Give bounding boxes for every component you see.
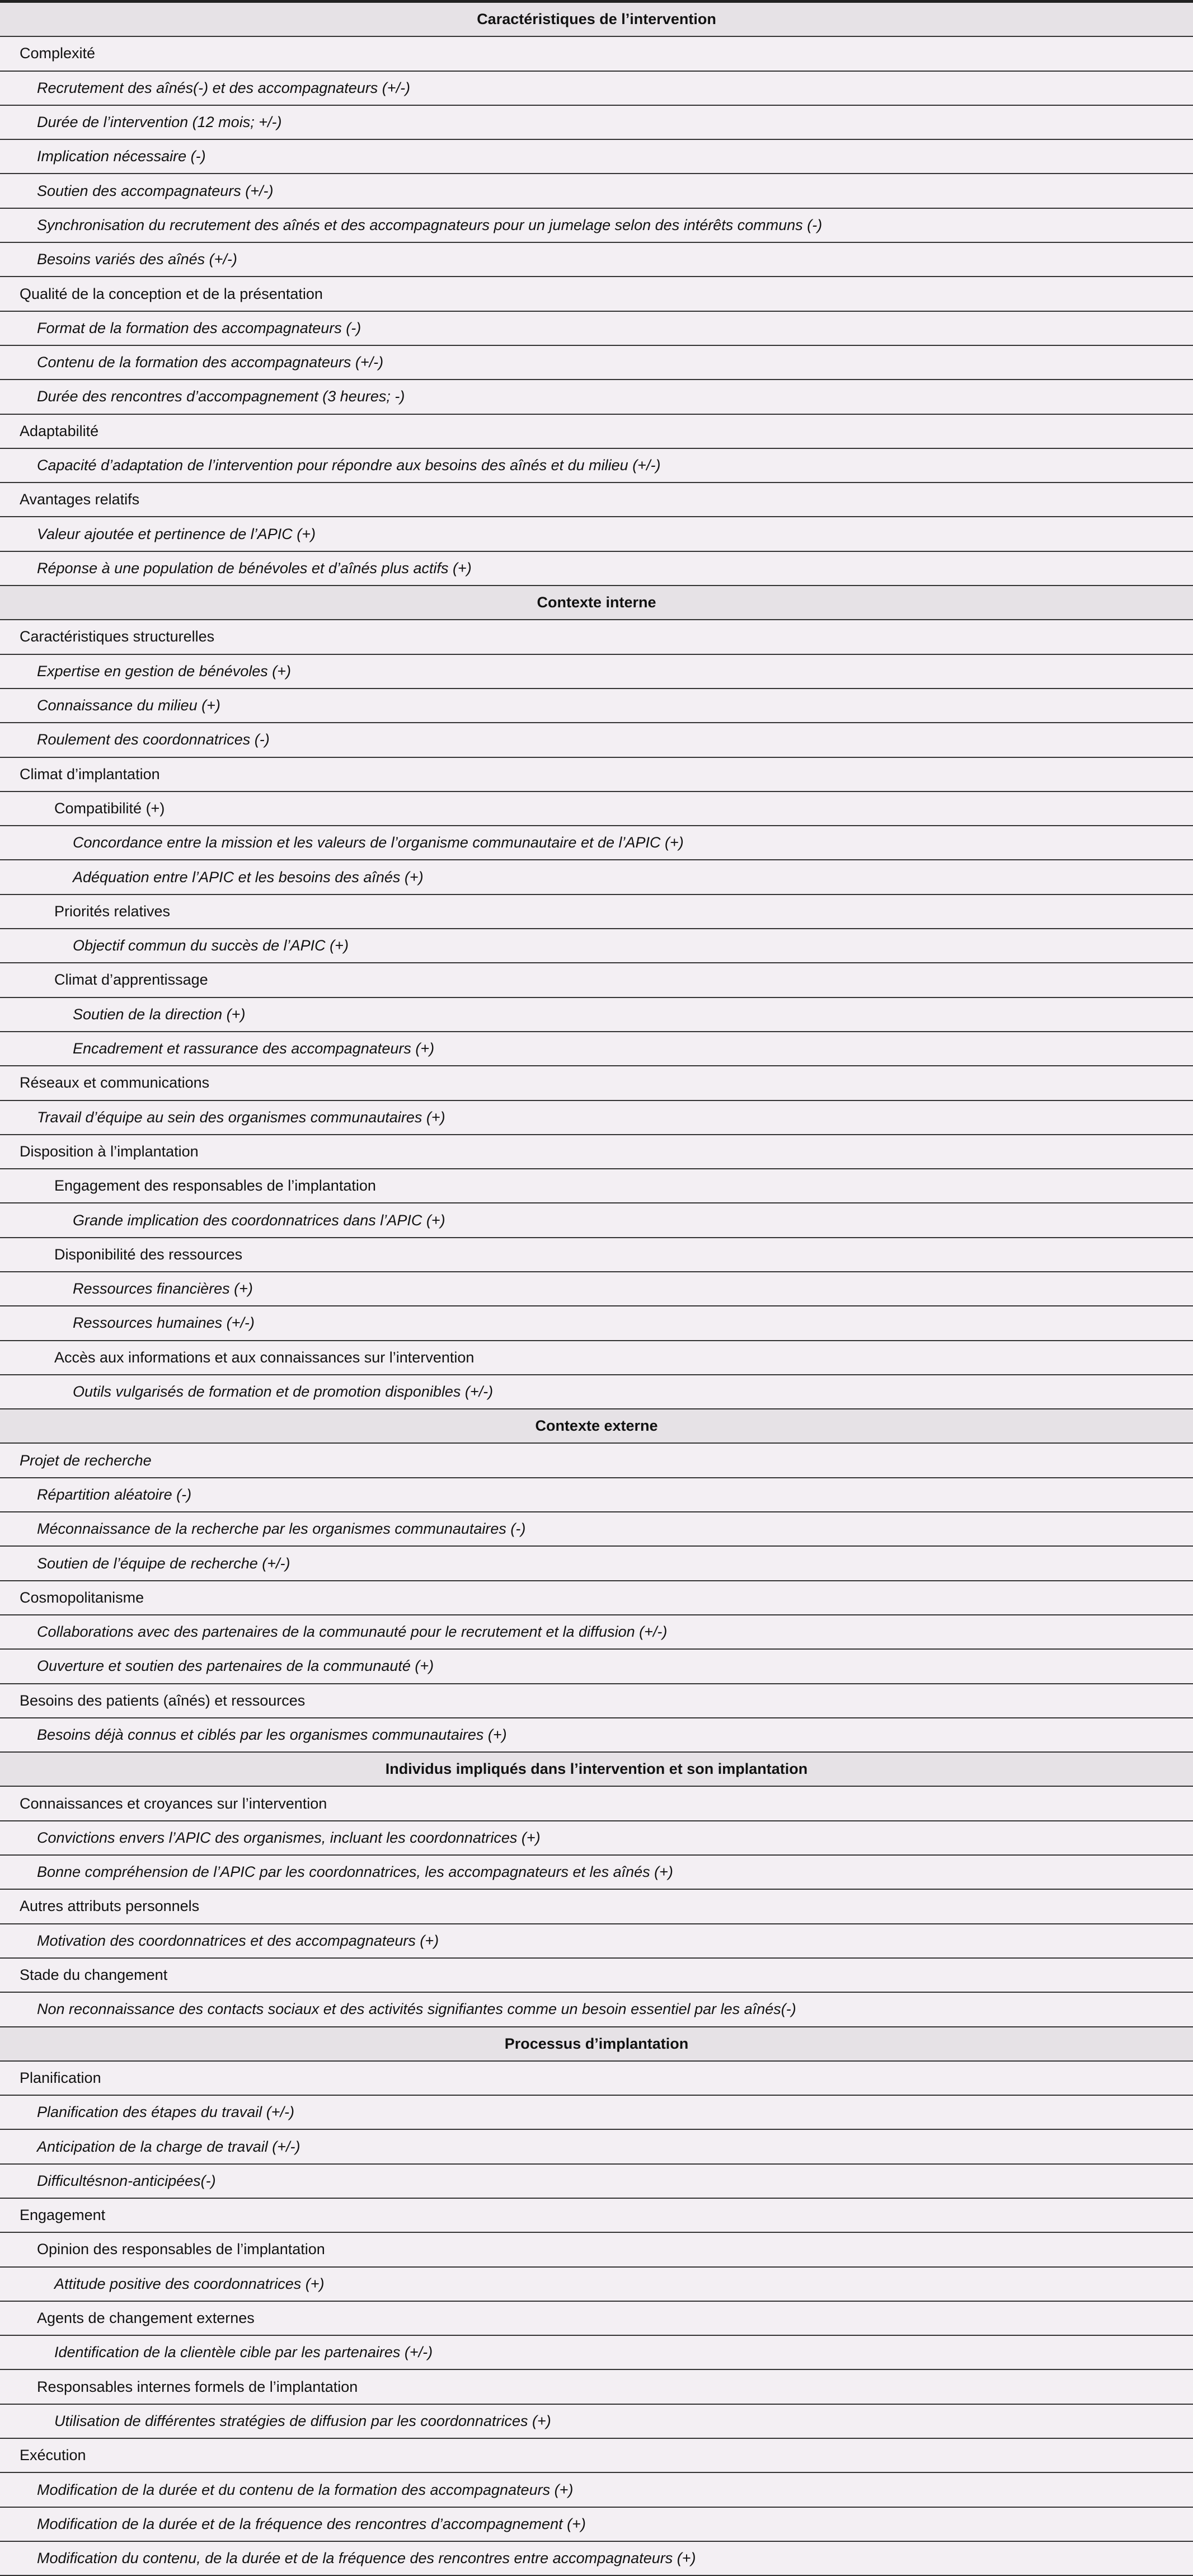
factor-row <box>0 723 1193 757</box>
row-label: Connaissance du milieu (+) <box>37 697 220 714</box>
section-header-row <box>0 586 1193 620</box>
category-row <box>0 1581 1193 1615</box>
row-label: Ouverture et soutien des partenaires de la communauté (+) <box>37 1657 434 1675</box>
factor-row <box>0 655 1193 689</box>
factor-row <box>0 1444 1193 1478</box>
row-label: Format de la formation des accompagnateurs (-) <box>37 319 361 336</box>
category-row <box>0 1684 1193 1718</box>
row-label: Accès aux informations et aux connaissances sur l’intervention <box>54 1348 475 1366</box>
section-header-row <box>0 3 1193 37</box>
category-row <box>0 1959 1193 1993</box>
row-label: Planification des étapes du travail (+/-) <box>37 2104 294 2121</box>
factor-row <box>0 243 1193 277</box>
section-title: Processus d’implantation <box>504 2035 689 2052</box>
row-label: Durée des rencontres d’accompagnement (3 heures; -) <box>37 388 405 405</box>
factor-row <box>0 998 1193 1032</box>
row-label: Disposition à l’implantation <box>20 1142 199 1160</box>
section-title: Contexte externe <box>535 1417 658 1435</box>
factor-row <box>0 140 1193 174</box>
row-label: Attitude positive des coordonnatrices (+) <box>54 2275 325 2292</box>
section-title: Individus impliqués dans l’intervention et son implantation <box>385 1760 808 1778</box>
row-label: Besoins variés des aînés (+/-) <box>37 251 237 268</box>
factor-row <box>0 2542 1193 2576</box>
row-label: Priorités relatives <box>54 902 171 920</box>
row-label: Besoins des patients (aînés) et ressources <box>20 1692 306 1709</box>
row-label: Agents de changement externes <box>37 2310 255 2327</box>
row-label: Avantages relatifs <box>20 491 140 508</box>
row-label: Planification <box>20 2069 101 2086</box>
row-label: Outils vulgarisés de formation et de promotion disponibles (+/-) <box>73 1383 494 1401</box>
row-label: Réseaux et communications <box>20 1074 210 1092</box>
category-row <box>0 1238 1193 1272</box>
row-label: Réponse à une population de bénévoles et d’aînés plus actifs (+) <box>37 559 472 577</box>
row-label: Cosmopolitanisme <box>20 1589 144 1606</box>
factor-row <box>0 2130 1193 2164</box>
factor-row <box>0 860 1193 894</box>
row-label: Besoins déjà connus et ciblés par les organismes communautaires (+) <box>37 1726 507 1743</box>
factor-row <box>0 346 1193 380</box>
row-label: Difficultésnon-anticipées(-) <box>37 2172 216 2189</box>
factor-row <box>0 1203 1193 1238</box>
row-label: Bonne compréhension de l’APIC par les coordonnatrices, les accompagnateurs et les aînés (+) <box>37 1863 673 1881</box>
category-row <box>0 1890 1193 1924</box>
category-row <box>0 2439 1193 2473</box>
category-row <box>0 620 1193 654</box>
category-row <box>0 963 1193 997</box>
factor-row <box>0 929 1193 963</box>
factor-row <box>0 1615 1193 1650</box>
row-label: Motivation des coordonnatrices et des accompagnateurs (+) <box>37 1932 439 1949</box>
factor-row <box>0 1375 1193 1409</box>
factor-row <box>0 552 1193 586</box>
category-row <box>0 758 1193 792</box>
category-row <box>0 792 1193 826</box>
row-label: Stade du changement <box>20 1966 168 1984</box>
factor-row <box>0 1650 1193 1684</box>
row-label: Soutien de l’équipe de recherche (+/-) <box>37 1554 290 1572</box>
row-label: Synchronisation du recrutement des aînés et des accompagnateurs pour un jumelage selon des intérêts communs (-) <box>37 216 823 233</box>
category-row <box>0 415 1193 449</box>
category-row <box>0 895 1193 929</box>
factor-row <box>0 312 1193 346</box>
factor-row <box>0 1032 1193 1066</box>
factor-row <box>0 2096 1193 2130</box>
factor-row <box>0 1101 1193 1135</box>
row-label: Adaptabilité <box>20 422 99 439</box>
factor-row <box>0 517 1193 551</box>
row-label: Contenu de la formation des accompagnateurs (+/-) <box>37 354 384 371</box>
factor-row <box>0 1993 1193 2027</box>
factor-row <box>0 2268 1193 2302</box>
row-label: Travail d’équipe au sein des organismes communautaires (+) <box>37 1108 445 1126</box>
category-row <box>0 37 1193 71</box>
row-label: Méconnaissance de la recherche par les organismes communautaires (-) <box>37 1520 526 1538</box>
factor-row <box>0 2405 1193 2439</box>
row-label: Recrutement des aînés(-) et des accompagnateurs (+/-) <box>37 79 411 96</box>
row-label: Projet de recherche <box>20 1451 152 1469</box>
row-label: Répartition aléatoire (-) <box>37 1486 192 1503</box>
row-label: Collaborations avec des partenaires de la communauté pour le recrutement et la diffusion (+/-) <box>37 1623 668 1641</box>
factor-row <box>0 449 1193 483</box>
row-label: Encadrement et rassurance des accompagnateurs (+) <box>73 1040 435 1057</box>
row-label: Opinion des responsables de l’implantation <box>37 2241 325 2258</box>
row-label: Objectif commun du succès de l’APIC (+) <box>73 937 349 954</box>
factor-row <box>0 1512 1193 1547</box>
category-row <box>0 2062 1193 2096</box>
factor-row <box>0 1306 1193 1341</box>
row-label: Disponibilité des ressources <box>54 1245 243 1263</box>
row-label: Modification de la durée et du contenu de la formation des accompagnateurs (+) <box>37 2481 574 2498</box>
row-label: Compatibilité (+) <box>54 799 165 817</box>
section-header-row <box>0 2027 1193 2062</box>
row-label: Ressources financières (+) <box>73 1280 253 1298</box>
row-label: Anticipation de la charge de travail (+/-) <box>37 2138 300 2155</box>
category-row <box>0 1341 1193 1375</box>
row-label: Implication nécessaire (-) <box>37 148 206 165</box>
row-label: Utilisation de différentes stratégies de diffusion par les coordonnatrices (+) <box>54 2412 551 2429</box>
row-label: Convictions envers l’APIC des organismes, incluant les coordonnatrices (+) <box>37 1829 541 1846</box>
section-title: Caractéristiques de l’intervention <box>477 11 716 28</box>
row-label: Expertise en gestion de bénévoles (+) <box>37 662 292 680</box>
category-row <box>0 1169 1193 1203</box>
row-label: Adéquation entre l’APIC et les besoins des aînés (+) <box>73 868 424 886</box>
category-row <box>0 2199 1193 2233</box>
factor-row <box>0 1272 1193 1306</box>
category-row <box>0 277 1193 311</box>
row-label: Concordance entre la mission et les valeurs de l’organisme communautaire et de l’APIC (+) <box>73 834 684 851</box>
row-label: Roulement des coordonnatrices (-) <box>37 731 270 748</box>
factor-row <box>0 2165 1193 2199</box>
row-label: Soutien de la direction (+) <box>73 1005 246 1023</box>
section-header-row <box>0 1409 1193 1444</box>
factor-row <box>0 1478 1193 1512</box>
section-title: Contexte interne <box>537 594 656 611</box>
row-label: Responsables internes formels de l’implantation <box>37 2378 358 2395</box>
category-row <box>0 2370 1193 2404</box>
row-label: Connaissances et croyances sur l’intervention <box>20 1795 327 1812</box>
factor-row <box>0 1924 1193 1959</box>
row-label: Durée de l’intervention (12 mois; +/-) <box>37 114 282 131</box>
row-label: Modification de la durée et de la fréquence des rencontres d’accompagnement (+) <box>37 2515 586 2532</box>
factor-row <box>0 106 1193 140</box>
row-label: Modification du contenu, de la durée et de la fréquence des rencontres entre accompagnateurs (+) <box>37 2550 696 2567</box>
factor-row <box>0 1856 1193 1890</box>
category-row <box>0 1135 1193 1169</box>
factor-row <box>0 1821 1193 1856</box>
row-label: Engagement des responsables de l’implantation <box>54 1177 376 1195</box>
factor-row <box>0 2336 1193 2370</box>
category-row <box>0 483 1193 517</box>
row-label: Caractéristiques structurelles <box>20 628 215 645</box>
row-label: Climat d’implantation <box>20 765 160 783</box>
row-label: Autres attributs personnels <box>20 1898 200 1915</box>
factor-row <box>0 209 1193 243</box>
row-label: Qualité de la conception et de la présentation <box>20 285 323 302</box>
factor-row <box>0 2473 1193 2507</box>
row-label: Valeur ajoutée et pertinence de l’APIC (+) <box>37 525 316 542</box>
row-label: Climat d’apprentissage <box>54 971 208 989</box>
category-row <box>0 2302 1193 2336</box>
factor-row <box>0 2508 1193 2542</box>
row-label: Grande implication des coordonnatrices dans l’APIC (+) <box>73 1211 445 1229</box>
row-label: Ressources humaines (+/-) <box>73 1314 255 1332</box>
row-label: Soutien des accompagnateurs (+/-) <box>37 182 274 199</box>
section-header-row <box>0 1753 1193 1787</box>
factor-row <box>0 1547 1193 1581</box>
row-label: Exécution <box>20 2447 86 2464</box>
factor-row <box>0 72 1193 106</box>
row-label: Capacité d’adaptation de l’intervention pour répondre aux besoins des aînés et du milieu (+/-) <box>37 457 661 474</box>
factor-row <box>0 1718 1193 1753</box>
factor-row <box>0 380 1193 414</box>
category-row <box>0 2233 1193 2267</box>
factor-row <box>0 174 1193 208</box>
row-label: Complexité <box>20 45 96 62</box>
category-row <box>0 1787 1193 1821</box>
factor-row <box>0 826 1193 860</box>
factor-row <box>0 689 1193 723</box>
row-label: Non reconnaissance des contacts sociaux et des activités signifiantes comme un besoin essentiel par les aînés(-) <box>37 2001 796 2018</box>
category-row <box>0 1066 1193 1100</box>
row-label: Engagement <box>20 2207 106 2224</box>
row-label: Identification de la clientèle cible par les partenaires (+/-) <box>54 2344 433 2361</box>
